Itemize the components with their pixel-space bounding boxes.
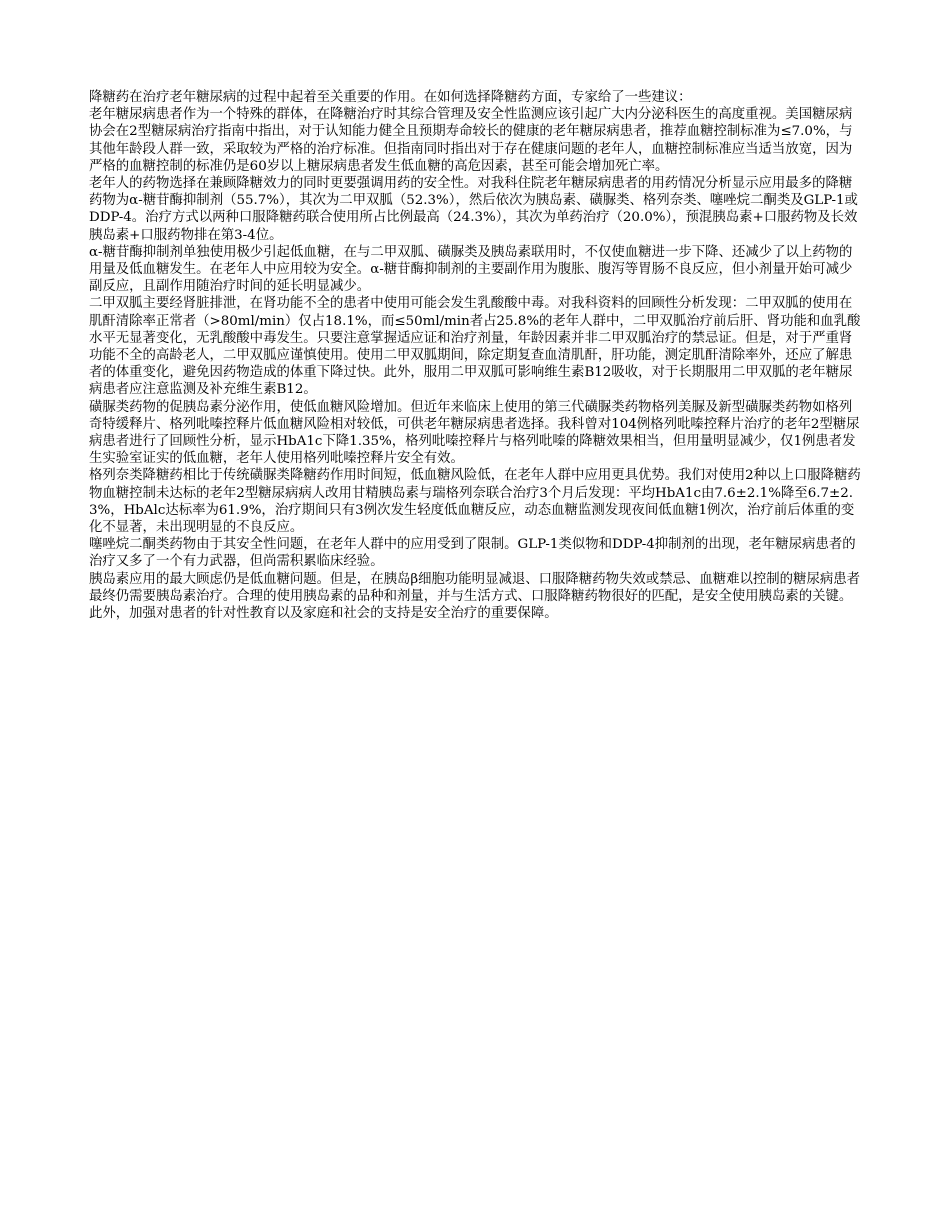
document-body: [89, 89, 864, 622]
paragraph-alpha-glucosidase: α-糖苷酶抑制剂单独使用极少引起低血糖，在与二甲双胍、磺脲类及胰岛素联用时，不仅使血糖进一步下降、还减少了以上药物的用量及低血糖发生。在老年人中应用较为安全。α-糖苷酶抑制剂的主要副作用为腹胀、腹泻等胃肠不良反应，但小剂量开始可减少副反应，且副作用随治疗时间的延长明显减少。: [89, 244, 853, 295]
paragraph-glinide: 格列奈类降糖药相比于传统磺脲类降糖药作用时间短，低血糖风险低，在老年人群中应用更具优势。我们对使用2种以上口服降糖药物血糖控制未达标的老年2型糖尿病病人改用甘精胰岛素与瑞格列奈联合治疗3个月后发现：平均HbA1c由7.6±2.1%降至6.7±2.3%，HbAlc达标率为61.9%，治疗期间只有3例次发生轻度低血糖反应，动态血糖监测发现夜间低血糖1例次，治疗前后体重的变化不显著，未出现明显的不良反应。: [89, 468, 861, 536]
paragraph-special-group: 老年糖尿病患者作为一个特殊的群体，在降糖治疗时其综合管理及安全性监测应该引起广大内分泌科医生的高度重视。美国糖尿病协会在2型糖尿病治疗指南中指出，对于认知能力健全且预期寿命较长的健康的老年糖尿病患者，推荐血糖控制标准为≤7.0%，与其他年龄段人群一致，采取较为严格的治疗标准。但指南同时指出对于存在健康问题的老年人，血糖控制标准应当适当放宽，因为严格的血糖控制的标准仍是60岁以上糖尿病患者发生低血糖的高危因素，甚至可能会增加死亡率。: [89, 107, 853, 174]
paragraph-metformin: 二甲双胍主要经肾脏排泄，在肾功能不全的患者中使用可能会发生乳酸酸中毒。对我科资料的回顾性分析发现：二甲双胍的使用在肌酐清除率正常者（>80ml/min）仅占18.1%，而≤50ml/min者占25.8%的老年人群中，二甲双胍治疗前后肝、肾功能和血乳酸水平无显著变化，无乳酸酸中毒发生。只要注意掌握适应证和治疗剂量，年龄因素并非二甲双胍治疗的禁忌证。但是，对于严重肾功能不全的高龄老人，二甲双胍应谨慎使用。使用二甲双胍期间，除定期复查血清肌酐，肝功能，测定肌酐清除率外，还应了解患者的体重变化，避免因药物造成的体重下降过快。此外，服用二甲双胍可影响维生素B12吸收，对于长期服用二甲双胍的老年糖尿病患者应注意监测及补充维生素B12。: [89, 296, 861, 398]
paragraph-intro: 降糖药在治疗老年糖尿病的过程中起着至关重要的作用。在如何选择降糖药方面，专家给了一些建议：: [89, 90, 692, 105]
paragraph-sulfonylurea: 磺脲类药物的促胰岛素分泌作用，使低血糖风险增加。但近年来临床上使用的第三代磺脲类药物格列美脲及新型磺脲类药物如格列奇特缓释片、格列吡嗪控释片低血糖风险相对较低，可供老年糖尿病患者选择。我科曾对104例格列吡嗪控释片治疗的老年2型糖尿病患者进行了回顾性分析，显示HbA1c下降1.35%，格列吡嗪控释片与格列吡嗪的降糖效果相当，但用量明显减少，仅1例患者发生实验室证实的低血糖，老年人使用格列吡嗪控释片安全有效。: [89, 399, 860, 467]
paragraph-drug-selection: 老年人的药物选择在兼顾降糖效力的同时更要强调用药的安全性。对我科住院老年糖尿病患者的用药情况分析显示应用最多的降糖药物为α-糖苷酶抑制剂（55.7%），其次为二甲双胍（52.3%），然后依次为胰岛素、磺脲类、格列奈类、噻唑烷二酮类及GLP-1或DDP-4。治疗方式以两种口服降糖药联合使用所占比例最高（24.3%），其次为单药治疗（20.0%），预混胰岛素+口服药物及长效胰岛素+口服药物排在第3-4位。: [89, 176, 858, 243]
paragraph-thiazolidinedione: 噻唑烷二酮类药物由于其安全性问题，在老年人群中的应用受到了限制。GLP-1类似物和DDP-4抑制剂的出现，老年糖尿病患者的治疗又多了一个有力武器，但尚需积累临床经验。: [89, 537, 856, 570]
paragraph-insulin: 胰岛素应用的最大顾虑仍是低血糖问题。但是，在胰岛β细胞功能明显减退、口服降糖药物失效或禁忌、血糖难以控制的糖尿病患者最终仍需要胰岛素治疗。合理的使用胰岛素的品种和剂量，并与生活方式、口服降糖药物很好的匹配，是安全使用胰岛素的关键。: [89, 571, 861, 604]
paragraph-education: 此外，加强对患者的针对性教育以及家庭和社会的支持是安全治疗的重要保障。: [89, 606, 558, 622]
